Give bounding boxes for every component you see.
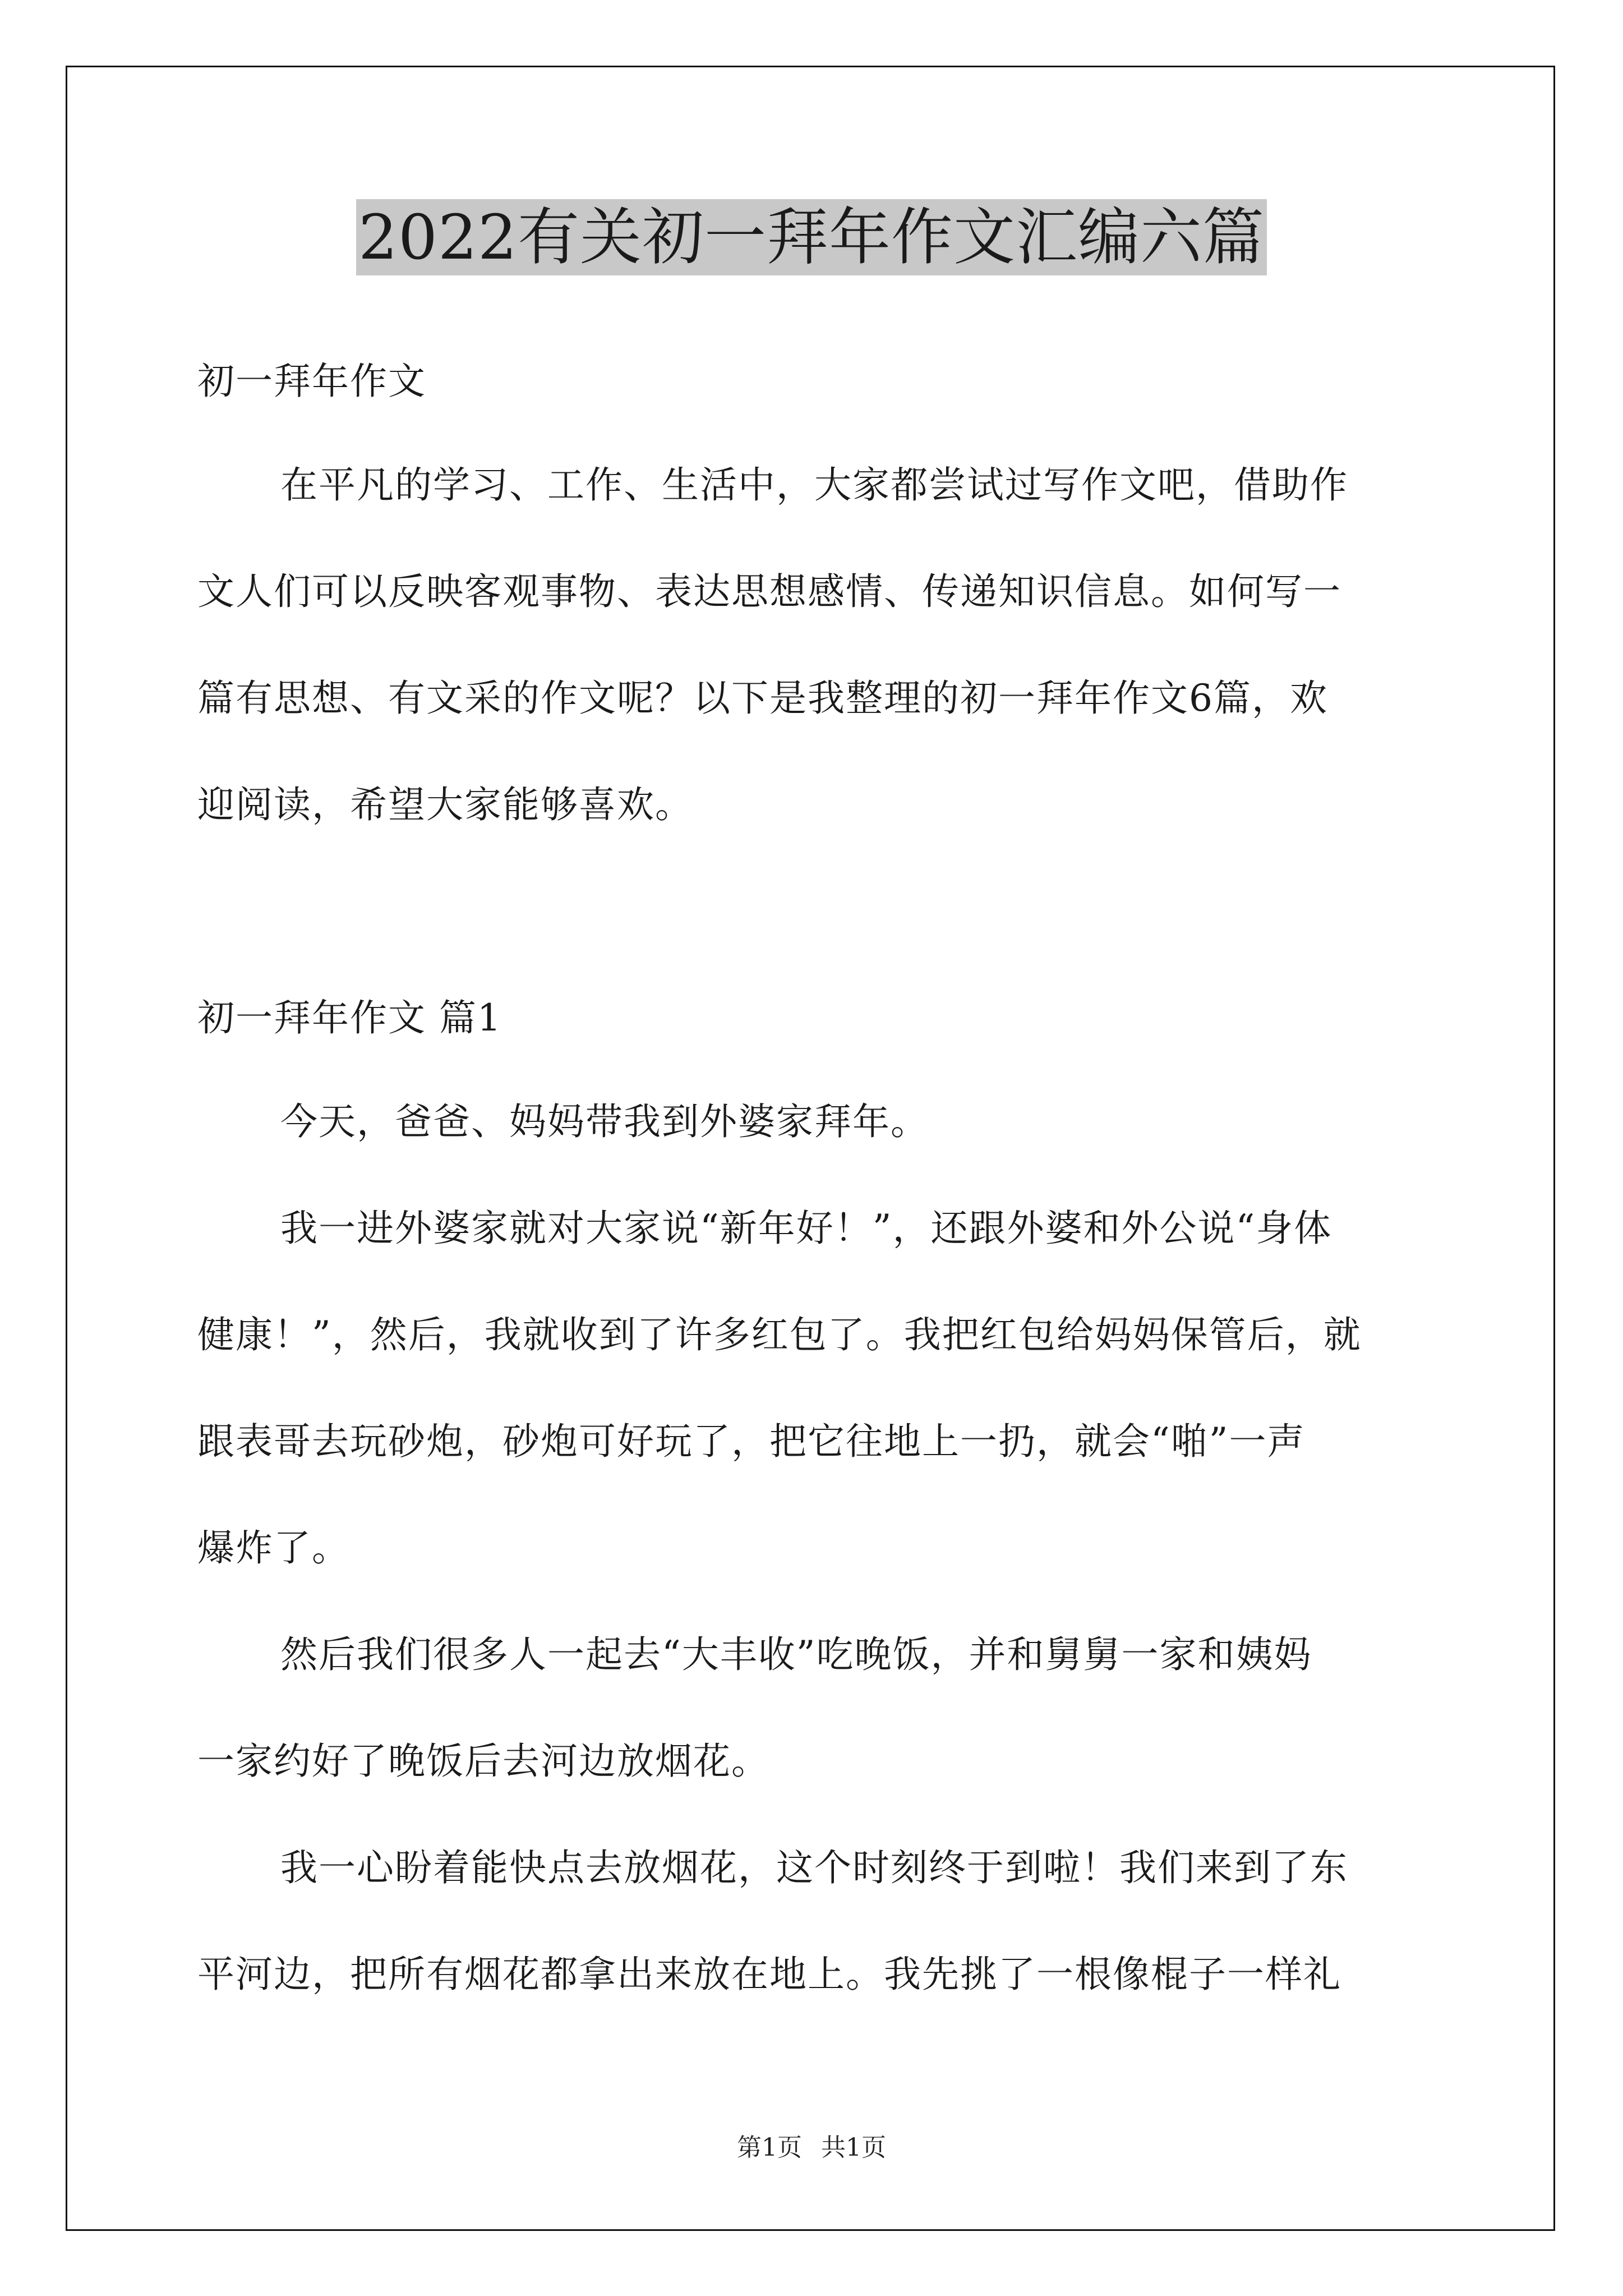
section-heading-intro: 初一拜年作文 [197,360,426,403]
text-line: 文人们可以反映客观事物、表达思想感情、传递知识信息。如何写一 [197,570,1341,613]
essay-1-body [197,1069,1431,2028]
text-line: 然后我们很多人一起去“大丰收”吃晚饭，并和舅舅一家和姨妈 [280,1633,1312,1676]
text-line: 我一进外婆家就对大家说“新年好！”，还跟外婆和外公说“身体 [280,1207,1332,1250]
text-line: 今天，爸爸、妈妈带我到外婆家拜年。 [280,1100,929,1143]
document-title: 2022有关初一拜年作文汇编六篇 [356,199,1267,275]
text-line: 平河边，把所有烟花都拿出来放在地上。我先挑了一根像棍子一样礼 [197,1953,1341,1996]
title-wrap [0,199,1623,275]
text-line: 健康！”，然后，我就收到了许多红包了。我把红包给妈妈保管后，就 [197,1313,1362,1356]
page-number: 第1页 [737,2133,802,2162]
text-line: 在平凡的学习、工作、生活中，大家都尝试过写作文吧，借助作 [280,463,1348,507]
text-line: 爆炸了。 [197,1526,350,1570]
page-footer [0,2127,1623,2163]
intro-paragraph [197,432,1431,858]
text-line: 我一心盼着能快点去放烟花，这个时刻终于到啦！我们来到了东 [280,1846,1348,1889]
text-line: 一家约好了晚饭后去河边放烟花。 [197,1740,769,1783]
text-line: 篇有思想、有文采的作文呢？以下是我整理的初一拜年作文6篇，欢 [197,677,1328,720]
text-line: 跟表哥去玩砂炮，砂炮可好玩了，把它往地上一扔，就会“啪”一声 [197,1420,1306,1463]
section-heading-essay-1: 初一拜年作文 篇1 [197,996,502,1039]
text-line: 迎阅读，希望大家能够喜欢。 [197,783,693,826]
page-total: 共1页 [821,2133,886,2162]
